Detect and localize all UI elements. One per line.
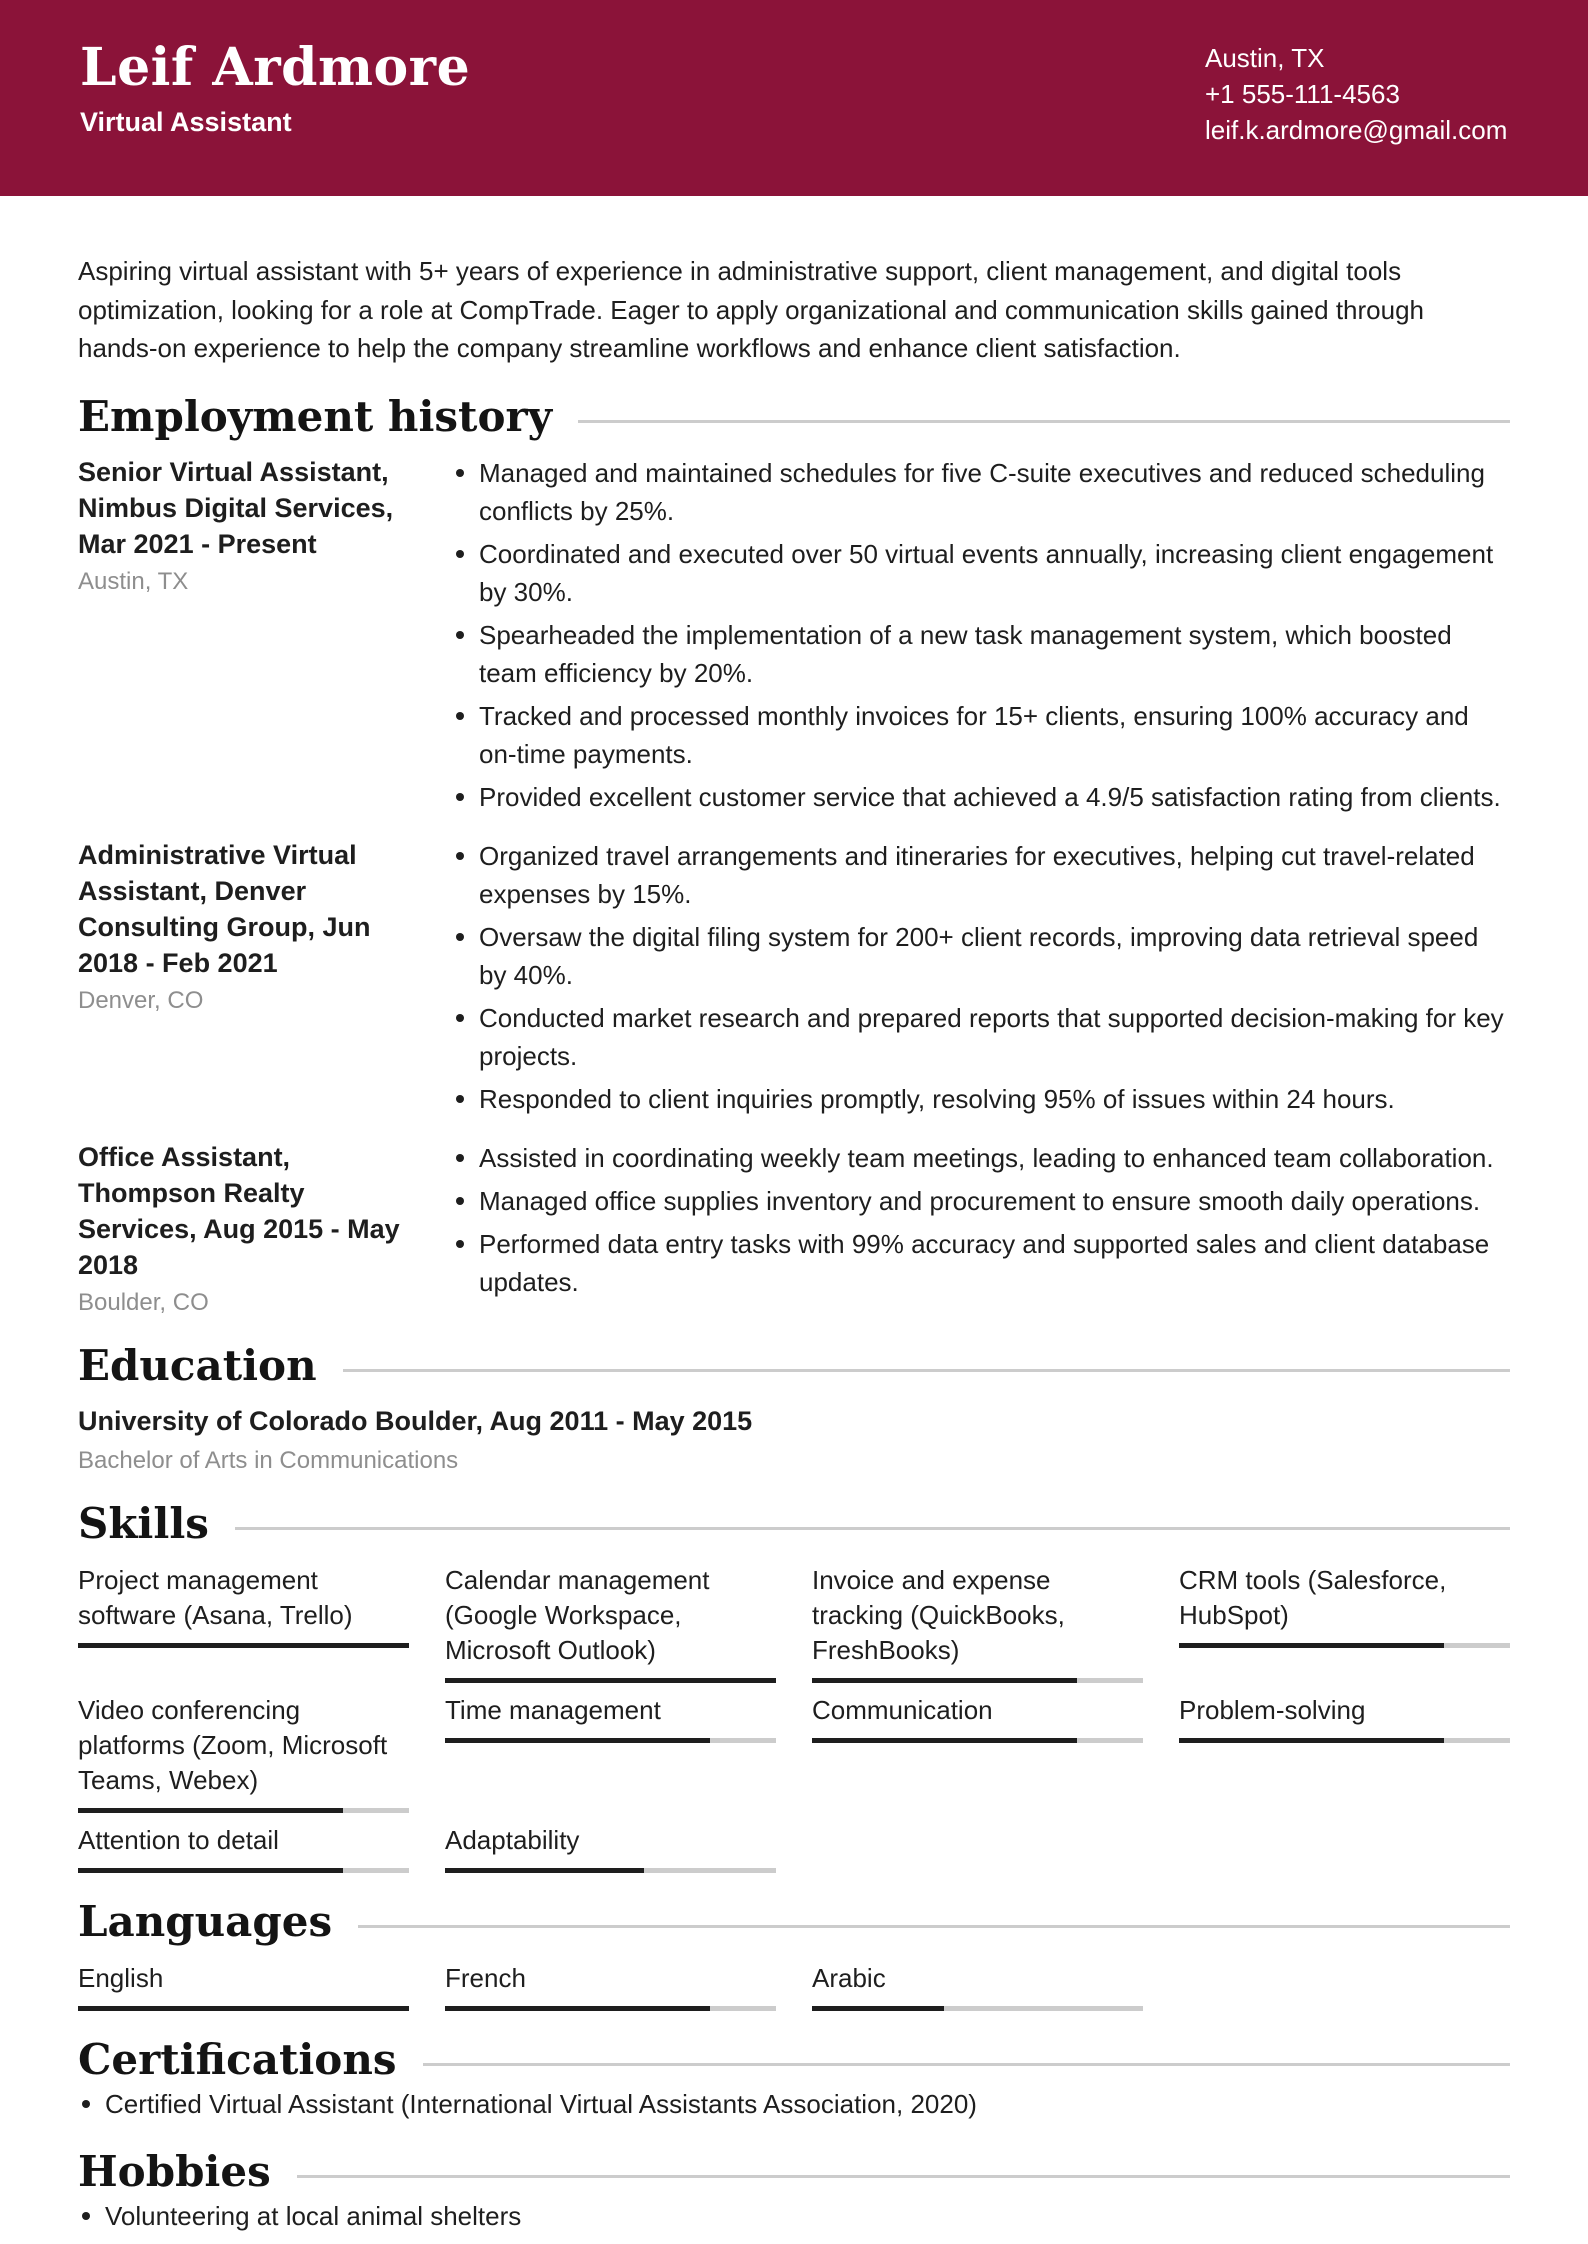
skill-level-fill [445, 1738, 710, 1743]
skill-label: Video conferencing platforms (Zoom, Microsoft Teams, Webex) [78, 1694, 388, 1795]
skill-label: CRM tools (Salesforce, HubSpot) [1179, 1564, 1447, 1630]
section-header-certifications [78, 2035, 1510, 2085]
certifications-list [78, 2085, 1510, 2123]
job-title: Administrative Virtual Assistant, Denver Consulting Group, Jun 2018 - Feb 2021 [78, 839, 371, 978]
bullet-item: Organized travel arrangements and itineraries for executives, helping cut travel-related expenses by 15%. [452, 837, 1510, 913]
skill-label: Time management [445, 1694, 661, 1725]
skill-level-fill [78, 1643, 409, 1648]
bullet-item: Provided excellent customer service that achieved a 4.9/5 satisfaction rating from clients. [452, 778, 1510, 816]
job-entry [78, 454, 1510, 821]
skill-level-fill [78, 1808, 343, 1813]
employment-list [78, 454, 1510, 1317]
section-header-employment [78, 392, 1510, 442]
job-meta [78, 454, 409, 821]
language-level-bar [445, 2006, 776, 2011]
education-degree: Bachelor of Arts in Communications [78, 1446, 459, 1474]
job-entry [78, 1139, 1510, 1317]
language-label: French [445, 1962, 526, 1993]
skill-level-fill [1179, 1738, 1444, 1743]
bullet-item: Managed and maintained schedules for five C-suite executives and reduced scheduling conflicts by 25%. [452, 454, 1510, 530]
language-item [78, 1961, 409, 2011]
language-label: Arabic [812, 1962, 886, 1993]
skill-level-bar [78, 1808, 409, 1813]
section-rule [343, 1369, 1510, 1372]
job-bullet-list [452, 837, 1510, 1123]
skill-item [78, 1693, 409, 1813]
skill-label: Project management software (Asana, Trello) [78, 1564, 353, 1630]
skill-level-fill [812, 1738, 1077, 1743]
skill-item [1179, 1693, 1510, 1813]
job-bullet-list [452, 1139, 1510, 1317]
bullet-item: Performed data entry tasks with 99% accuracy and supported sales and client database updates. [452, 1225, 1510, 1301]
skill-level-bar [445, 1738, 776, 1743]
header-banner [0, 0, 1588, 196]
job-meta [78, 837, 409, 1123]
bullet-item: Responded to client inquiries promptly, resolving 95% of issues within 24 hours. [452, 1080, 1510, 1118]
job-location: Boulder, CO [78, 1288, 209, 1316]
skill-item [445, 1563, 776, 1683]
skill-level-fill [445, 1678, 776, 1683]
section-title-hobbies: Hobbies [78, 2146, 271, 2196]
summary-paragraph: Aspiring virtual assistant with 5+ years of experience in administrative support, client management, and digital tools optimization, looking for a role at CompTrade. Eager to apply organizational and communication skills gained through hands-on experience to help the company streamline workflows and enhance client satisfaction. [78, 256, 1425, 363]
bullet-item: Conducted market research and prepared reports that supported decision-making for key projects. [452, 999, 1510, 1075]
section-title-languages: Languages [78, 1896, 333, 1946]
skill-level-bar [812, 1738, 1143, 1743]
job-location: Denver, CO [78, 986, 204, 1014]
job-location: Austin, TX [78, 567, 189, 595]
bullet-item: Coordinated and executed over 50 virtual events annually, increasing client engagement by 30%. [452, 535, 1510, 611]
bullet-item: Assisted in coordinating weekly team meetings, leading to enhanced team collaboration. [452, 1139, 1510, 1177]
person-name: Leif Ardmore [80, 37, 471, 98]
bullet-item: Oversaw the digital filing system for 200+ client records, improving data retrieval speed by 40%. [452, 918, 1510, 994]
person-job-title: Virtual Assistant [80, 107, 292, 137]
skill-level-bar [445, 1868, 776, 1873]
skill-level-bar [78, 1868, 409, 1873]
skill-level-fill [1179, 1643, 1444, 1648]
skill-level-bar [78, 1643, 409, 1648]
section-title-employment: Employment history [78, 391, 552, 441]
section-rule [297, 2175, 1510, 2178]
contact-location: Austin, TX [1205, 43, 1325, 73]
education-school: University of Colorado Boulder, Aug 2011 - May 2015 [78, 1405, 753, 1436]
skill-item [1179, 1563, 1510, 1683]
language-level-bar [812, 2006, 1143, 2011]
section-rule [358, 1925, 1510, 1928]
bullet-item: Spearheaded the implementation of a new task management system, which boosted team efficiency by 20%. [452, 616, 1510, 692]
job-bullet-list [452, 454, 1510, 821]
language-level-fill [445, 2006, 710, 2011]
skill-level-bar [445, 1678, 776, 1683]
skill-label: Communication [812, 1694, 993, 1725]
skill-item [78, 1823, 409, 1873]
skill-item [445, 1823, 776, 1873]
bullet-item: Certified Virtual Assistant (International Virtual Assistants Association, 2020) [78, 2085, 1510, 2123]
languages-grid [78, 1961, 1510, 2011]
skill-level-bar [1179, 1738, 1510, 1743]
section-rule [578, 420, 1510, 423]
skill-label: Calendar management (Google Workspace, Microsoft Outlook) [445, 1564, 710, 1665]
language-level-bar [78, 2006, 409, 2011]
skill-item [445, 1693, 776, 1813]
skill-level-bar [812, 1678, 1143, 1683]
contact-email: leif.k.ardmore@gmail.com [1205, 115, 1508, 145]
skills-grid [78, 1563, 1510, 1873]
skill-item [812, 1563, 1143, 1683]
contact-block [1205, 40, 1507, 148]
bullet-item: Tracked and processed monthly invoices for 15+ clients, ensuring 100% accuracy and on-time payments. [452, 697, 1510, 773]
job-entry [78, 837, 1510, 1123]
skill-level-fill [78, 1868, 343, 1873]
resume-body [0, 252, 1588, 2235]
job-title: Senior Virtual Assistant, Nimbus Digital Services, Mar 2021 - Present [78, 456, 394, 559]
skill-label: Problem-solving [1179, 1694, 1366, 1725]
job-meta [78, 1139, 409, 1317]
hobbies-list [78, 2197, 1510, 2235]
section-rule [423, 2063, 1510, 2066]
section-rule [235, 1527, 1510, 1530]
section-title-education: Education [78, 1340, 317, 1390]
language-item [812, 1961, 1143, 2011]
language-item [445, 1961, 776, 2011]
language-label: English [78, 1962, 164, 1993]
skill-level-fill [812, 1678, 1077, 1683]
section-title-certifications: Certifications [78, 2034, 397, 2084]
skill-label: Attention to detail [78, 1824, 279, 1855]
skill-item [812, 1693, 1143, 1813]
section-header-hobbies [78, 2147, 1510, 2197]
job-title: Office Assistant, Thompson Realty Services, Aug 2015 - May 2018 [78, 1141, 400, 1280]
bullet-item: Managed office supplies inventory and procurement to ensure smooth daily operations. [452, 1182, 1510, 1220]
section-header-education [78, 1341, 1510, 1391]
language-level-fill [78, 2006, 409, 2011]
skill-level-bar [1179, 1643, 1510, 1648]
skill-item [78, 1563, 409, 1683]
bullet-item: Volunteering at local animal shelters [78, 2197, 1510, 2235]
section-title-skills: Skills [78, 1498, 209, 1548]
language-level-fill [812, 2006, 944, 2011]
contact-phone: +1 555-111-4563 [1205, 79, 1400, 109]
skill-label: Invoice and expense tracking (QuickBooks, FreshBooks) [812, 1564, 1065, 1665]
section-header-skills [78, 1499, 1510, 1549]
section-header-languages [78, 1897, 1510, 1947]
skill-label: Adaptability [445, 1824, 580, 1855]
skill-level-fill [445, 1868, 644, 1873]
